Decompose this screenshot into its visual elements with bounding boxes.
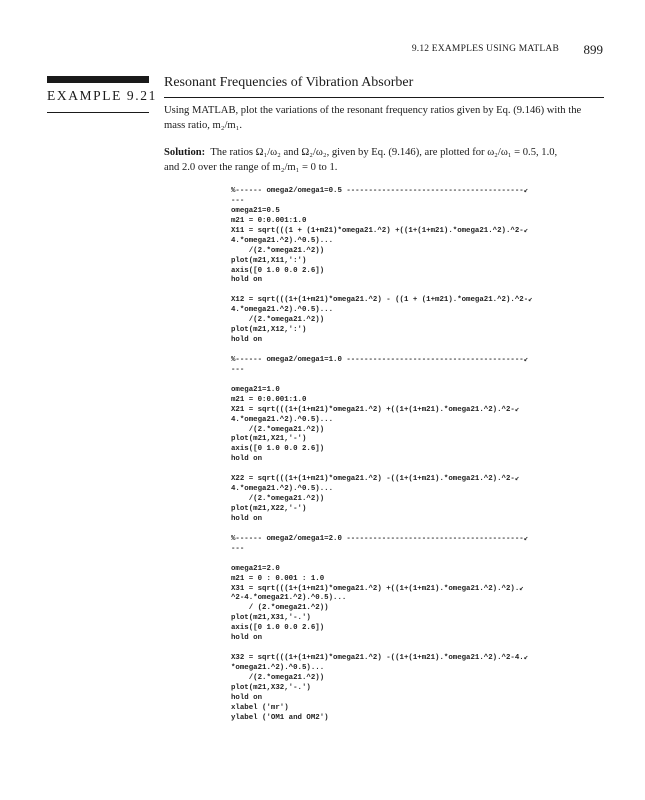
code-line: ---: [231, 196, 245, 205]
code-line: plot(m21,X12,':'): [231, 326, 307, 335]
statement-line: mass ratio, m₂/m₁.: [164, 119, 243, 131]
code-line: /(2.*omega21.^2)): [231, 495, 325, 504]
code-line: hold on: [231, 336, 263, 345]
code-line: axis([0 1.0 0.0 2.6]): [231, 624, 325, 633]
code-line: plot(m21,X32,'-.'): [231, 683, 311, 692]
solution-label: Solution:: [164, 147, 206, 158]
code-line: %------ omega2/omega1=2.0 ----------------------------------------↙: [231, 534, 529, 543]
code-line: X22 = sqrt(((1+(1+m21)*omega21.^2) -((1+(1+m21).*omega21.^2).^2-↙: [231, 475, 520, 484]
code-line: omega21=0.5: [231, 206, 280, 215]
code-line: [231, 644, 611, 654]
code-line: [231, 286, 611, 296]
code-line: X12 = sqrt(((1+(1+m21)*omega21.^2) - ((1 + (1+m21).*omega21.^2).^2-↙: [231, 296, 533, 305]
statement-line: Using MATLAB, plot the variations of the resonant frequency ratios given by Eq. (9.146) with the: [164, 105, 582, 116]
problem-statement: [164, 104, 604, 133]
code-line: [231, 555, 611, 565]
solution-paragraph: [164, 146, 604, 175]
code-line: [231, 525, 611, 535]
code-line: plot(m21,X21,'-'): [231, 435, 307, 444]
code-line: hold on: [231, 634, 263, 643]
code-line: X31 = sqrt(((1+(1+m21)*omega21.^2) +((1+(1+m21).*omega21.^2).^2).↙: [231, 584, 524, 593]
code-line: plot(m21,X31,'-.'): [231, 614, 311, 623]
code-line: hold on: [231, 276, 263, 285]
code-line: m21 = 0:0.001:1.0: [231, 216, 307, 225]
code-line: plot(m21,X11,':'): [231, 256, 307, 265]
code-line: X32 = sqrt(((1+(1+m21)*omega21.^2) -((1+(1+m21).*omega21.^2).^2-4.↙: [231, 654, 529, 663]
code-line: [231, 465, 611, 475]
code-line: /(2.*omega21.^2)): [231, 246, 325, 255]
solution-line-1: [164, 146, 604, 161]
code-line: X11 = sqrt(((1 + (1+m21)*omega21.^2) +((1+(1+m21).*omega21.^2).^2-↙: [231, 226, 529, 235]
matlab-code-block: [231, 187, 611, 724]
code-line: plot(m21,X22,'-'): [231, 505, 307, 513]
page-number: 899: [583, 42, 603, 57]
solution-line-2: and 2.0 over the range of m₂/m₁ = 0 to 1.: [164, 161, 338, 173]
code-line: / (2.*omega21.^2)): [231, 604, 329, 613]
example-title: Resonant Frequencies of Vibration Absorber: [164, 75, 414, 90]
code-line: /(2.*omega21.^2)): [231, 316, 325, 325]
code-line: ---: [231, 544, 245, 553]
code-line: 4.*omega21.^2).^0.5)...: [231, 236, 334, 245]
code-line: 4.*omega21.^2).^0.5)...: [231, 485, 334, 494]
code-line: omega21=2.0: [231, 564, 280, 573]
code-line: hold on: [231, 693, 263, 702]
code-line: %------ omega2/omega1=1.0 ----------------------------------------↙: [231, 355, 529, 364]
code-line: [231, 346, 611, 356]
code-line: 4.*omega21.^2).^0.5)...: [231, 415, 334, 424]
code-line: ^2-4.*omega21.^2).^0.5)...: [231, 594, 347, 603]
code-line: X21 = sqrt(((1+(1+m21)*omega21.^2) +((1+(1+m21).*omega21.^2).^2-↙: [231, 405, 520, 414]
running-head-section: 9.12 EXAMPLES USING MATLAB: [411, 44, 559, 54]
code-line: [231, 376, 611, 386]
code-line: ylabel ('OM1 and OM2'): [231, 713, 329, 722]
running-head: [0, 42, 645, 58]
code-line: /(2.*omega21.^2)): [231, 673, 325, 682]
code-line: *omega21.^2).^0.5)...: [231, 664, 325, 672]
code-line: axis([0 1.0 0.0 2.6]): [231, 266, 325, 275]
code-line: %------ omega2/omega1=0.5 ----------------------------------------↙: [231, 187, 529, 195]
code-line: /(2.*omega21.^2)): [231, 425, 325, 434]
title-rule: [164, 97, 604, 98]
example-label: EXAMPLE 9.21: [47, 88, 157, 103]
code-line: hold on: [231, 514, 263, 523]
code-line: hold on: [231, 455, 263, 464]
code-line: ---: [231, 365, 245, 374]
code-line: omega21=1.0: [231, 385, 280, 394]
solution-text-1: The ratios Ω₁/ω₂ and Ω₂/ω₂, given by Eq. (9.146), are plotted for ω₂/ω₁ = 0.5, 1.0,: [210, 147, 558, 158]
code-line: xlabel ('mr'): [231, 703, 289, 712]
code-line: m21 = 0:0.001:1.0: [231, 395, 307, 404]
code-line: m21 = 0 : 0.001 : 1.0: [231, 574, 325, 583]
code-line: 4.*omega21.^2).^0.5)...: [231, 306, 334, 315]
example-bar: [47, 76, 149, 83]
example-label-rule: [47, 112, 149, 113]
code-line: axis([0 1.0 0.0 2.6]): [231, 445, 325, 454]
